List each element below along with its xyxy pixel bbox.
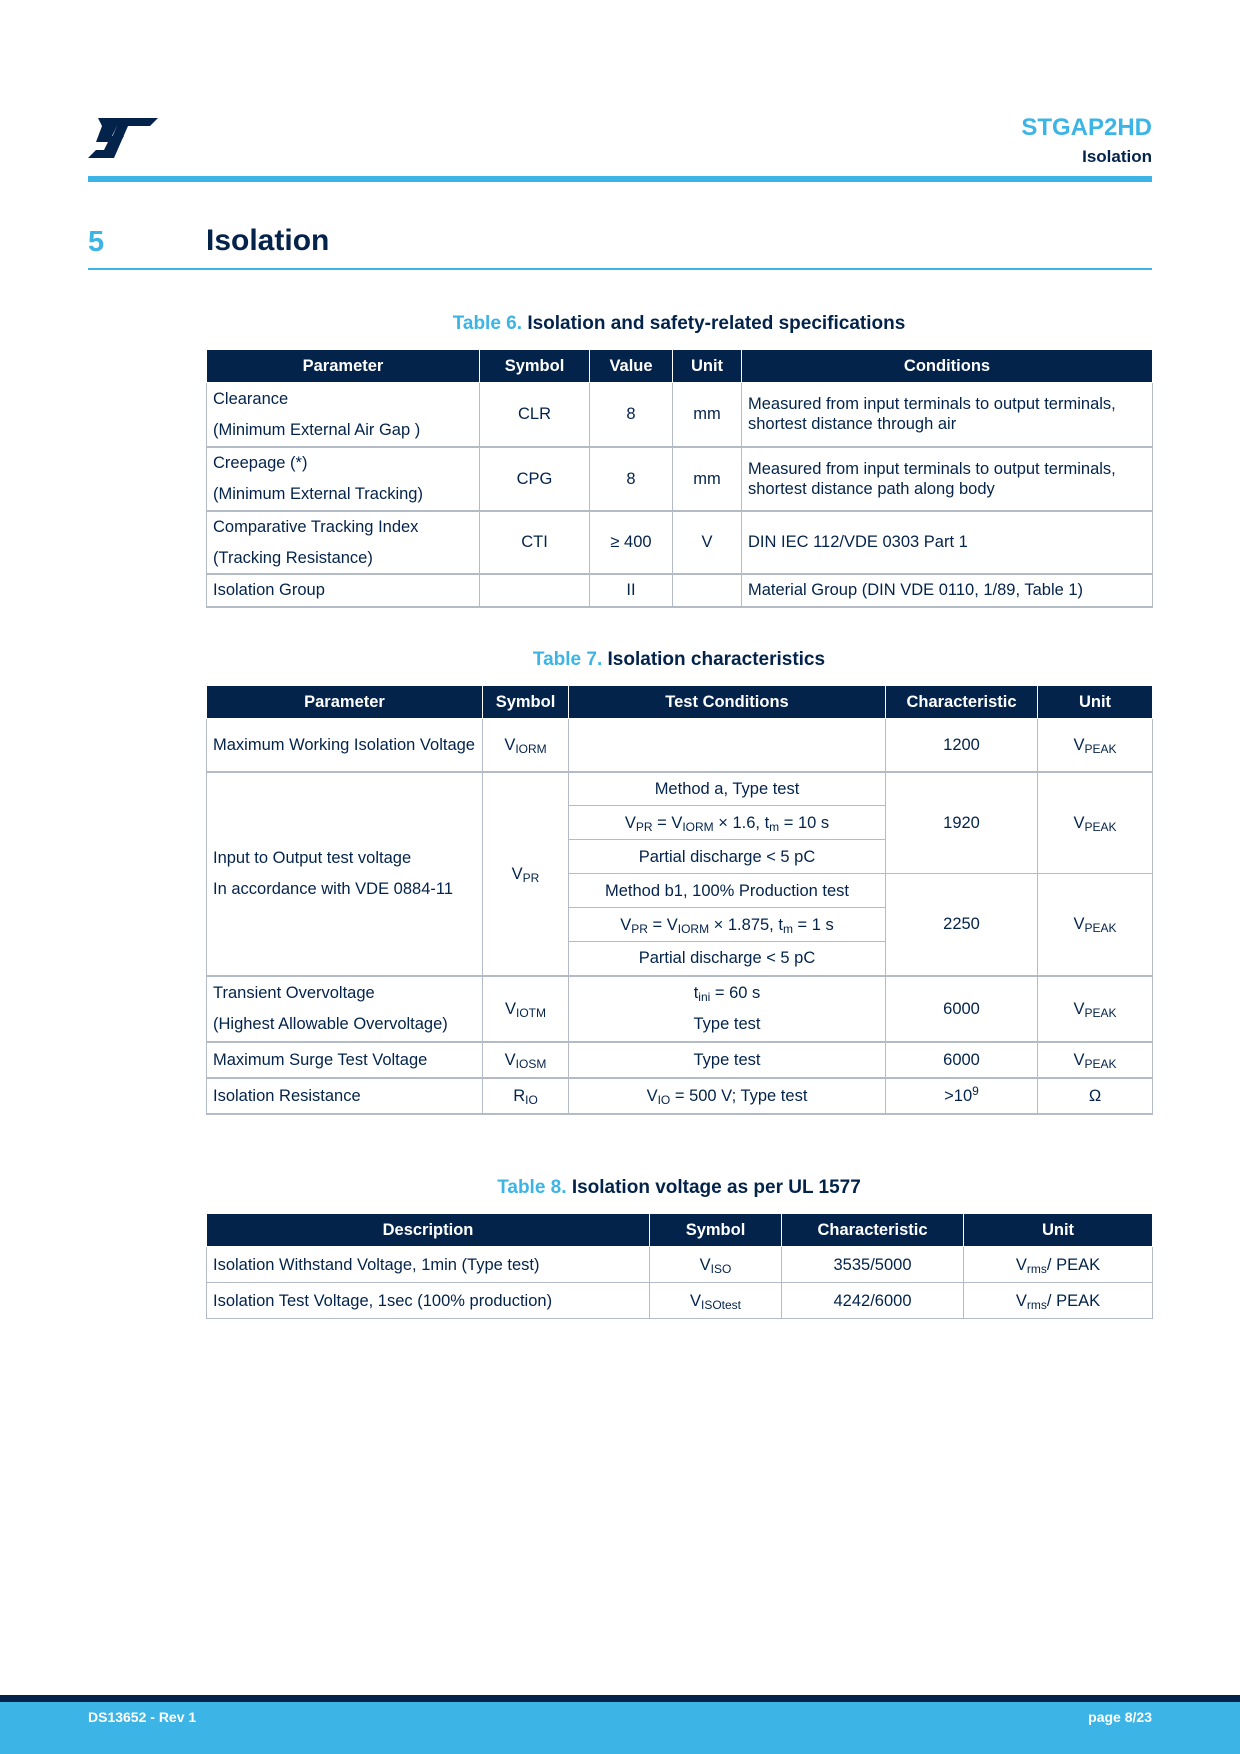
table7-symbol [483,772,569,976]
table7 [206,685,1153,1115]
symbol-subscript: IO [525,1092,538,1107]
table6-header: Parameter [207,350,480,383]
table6-header: Unit [673,350,742,383]
table-row [207,1247,1153,1283]
symbol-base: V [511,864,523,883]
table-row [207,719,1153,772]
unit-subscript: PEAK [1084,1005,1117,1020]
table-row [207,1078,1153,1114]
table-row [207,772,1153,806]
table6-header: Conditions [742,350,1153,383]
unit-base: V [1015,1291,1027,1310]
symbol-subscript: ISOtest [701,1297,742,1312]
unit-subscript: rms [1026,1261,1047,1276]
table7-unit [1038,976,1153,1042]
formula-subscript: ini [698,990,711,1004]
table8-header-row [207,1214,1153,1247]
table6-symbol: CTI [480,511,590,574]
unit-base: V [1073,999,1085,1018]
symbol-subscript: IOSM [515,1056,547,1071]
table6-symbol: CPG [480,447,590,511]
formula-subscript: IORM [677,921,710,936]
formula-part: V [646,1086,658,1105]
table7-conditions: Type test [569,1042,886,1078]
st-logo [88,118,158,158]
table8-symbol [650,1247,782,1283]
table6-symbol [480,574,590,607]
table8-characteristic: 3535/5000 [782,1247,964,1283]
table6-caption [206,313,1152,335]
table7-conditions [569,719,886,772]
table6-conditions: DIN IEC 112/VDE 0303 Part 1 [742,511,1153,574]
section-rule [88,268,1152,270]
formula-subscript: PR [631,921,648,936]
symbol-base: R [513,1086,526,1105]
unit-base: V [1073,735,1085,754]
table6-conditions: Measured from input terminals to output terminals, shortest distance path along body [742,447,1153,511]
table7-header: Characteristic [886,686,1038,719]
table8-description: Isolation Withstand Voltage, 1min (Type test) [207,1247,650,1283]
unit-base: V [1073,813,1085,832]
footer-page-number: page 8/23 [1088,1709,1152,1725]
formula-part: = 500 V; Type test [670,1086,808,1105]
table7-symbol [483,719,569,772]
table7-header: Symbol [483,686,569,719]
table7-conditions [569,976,886,1042]
table6-param [207,447,480,511]
table7-conditions: Partial discharge < 5 pC [569,942,886,976]
table7-characteristic: 2250 [886,874,1038,976]
table7-symbol [483,976,569,1042]
symbol-subscript: IORM [515,741,547,756]
condition-line: Type test [693,1015,761,1033]
symbol-base: V [699,1255,711,1274]
formula-part: V [620,915,632,934]
formula-subscript: IO [657,1092,671,1107]
table8-number: Table 8. [497,1177,567,1198]
symbol-subscript: ISO [710,1261,732,1276]
table8-header: Description [207,1214,650,1247]
table8-header: Unit [964,1214,1153,1247]
table7-characteristic: 6000 [886,1042,1038,1078]
formula-part: × 1.6, t [713,813,770,832]
table7-characteristic [886,1078,1038,1114]
table7-conditions [569,908,886,942]
formula-part: = 60 s [710,984,761,1002]
table7-symbol [483,1042,569,1078]
formula-part: V [624,813,636,832]
table6-symbol: CLR [480,383,590,447]
table6-header-row [207,350,1153,383]
table-row [207,574,1153,607]
char-exponent: 9 [972,1083,979,1098]
table7-unit [1038,719,1153,772]
formula-part: t [693,984,699,1002]
footer-doc-id: DS13652 - Rev 1 [88,1709,197,1725]
formula-subscript: PR [635,819,653,834]
symbol-base: V [504,1050,516,1069]
table7-param [207,772,483,976]
table6-param: Isolation Group [207,574,480,607]
table6-conditions: Measured from input terminals to output terminals, shortest distance through air [742,383,1153,447]
table-row [207,511,1153,574]
table6-value: 8 [590,447,673,511]
table7-number: Table 7. [532,649,603,670]
table7-caption [206,649,1152,671]
param-line: Transient Overvoltage [213,984,375,1002]
table6-title: Isolation and safety-related specifications [527,313,906,334]
table6-param [207,383,480,447]
param-line: In accordance with VDE 0884-11 [213,880,453,898]
formula-part: = V [647,915,678,934]
table8-unit [964,1247,1153,1283]
table7-conditions: Method b1, 100% Production test [569,874,886,908]
table7-param: Isolation Resistance [207,1078,483,1114]
table-row [207,976,1153,1042]
unit-rest: / PEAK [1046,1255,1101,1274]
unit-subscript: PEAK [1084,921,1117,936]
param-line: Input to Output test voltage [213,849,412,867]
formula-part: = 10 s [779,813,830,832]
table6-conditions: Material Group (DIN VDE 0110, 1/89, Table 1) [742,574,1153,607]
table6-unit: V [673,511,742,574]
header-section-name: Isolation [1082,147,1152,166]
table8-characteristic: 4242/6000 [782,1283,964,1319]
table7-unit [1038,772,1153,874]
unit-subscript: PEAK [1084,819,1117,834]
table7-unit [1038,874,1153,976]
symbol-subscript: PR [522,870,540,885]
symbol-base: V [689,1291,701,1310]
char-base: >10 [944,1086,973,1105]
param-line: (Tracking Resistance) [213,548,373,567]
symbol-subscript: IOTM [516,1005,546,1020]
table7-title: Isolation characteristics [607,649,826,670]
formula-subscript: IORM [682,819,714,834]
table6-value: ≥ 400 [590,511,673,574]
formula-subscript: m [782,921,793,936]
unit-base: V [1015,1255,1027,1274]
table7-header: Unit [1038,686,1153,719]
table6-header: Value [590,350,673,383]
symbol-base: V [504,735,516,754]
unit-subscript: PEAK [1084,741,1117,756]
unit-base: V [1073,915,1085,934]
formula-part: × 1.875, t [709,915,783,934]
table7-header-row [207,686,1153,719]
table6-header: Symbol [480,350,590,383]
table8 [206,1213,1153,1319]
table7-conditions [569,806,886,840]
table-row [207,1283,1153,1319]
param-line: Creepage (*) [213,454,308,472]
table7-characteristic: 1200 [886,719,1038,772]
table6-unit [673,574,742,607]
table7-param: Maximum Surge Test Voltage [207,1042,483,1078]
table6-param [207,511,480,574]
param-line: (Minimum External Air Gap ) [213,420,421,439]
table7-symbol [483,1078,569,1114]
table7-unit [1038,1042,1153,1078]
table8-header: Characteristic [782,1214,964,1247]
table8-symbol [650,1283,782,1319]
table6-unit: mm [673,383,742,447]
param-line: Comparative Tracking Index [213,517,419,536]
condition-line [575,983,879,1003]
header-product-name: STGAP2HD [1021,114,1152,141]
formula-part: = 1 s [792,915,834,934]
table6-value: 8 [590,383,673,447]
table8-title: Isolation voltage as per UL 1577 [571,1177,861,1198]
section-number: 5 [88,226,105,258]
table-row [207,447,1153,511]
table6-number: Table 6. [452,313,523,334]
unit-base: V [1073,1050,1085,1069]
unit-rest: / PEAK [1046,1291,1101,1310]
table8-header: Symbol [650,1214,782,1247]
footer-rule [0,1695,1240,1702]
table8-caption [206,1177,1152,1199]
table7-unit: Ω [1038,1078,1153,1114]
symbol-base: V [504,999,516,1018]
table-row [207,383,1153,447]
table-row [207,1042,1153,1078]
table7-conditions: Method a, Type test [569,772,886,806]
unit-subscript: rms [1026,1297,1047,1312]
formula-subscript: m [769,819,780,834]
table6 [206,349,1153,608]
table6-unit: mm [673,447,742,511]
param-line: Clearance [213,389,289,408]
table7-param [207,976,483,1042]
section-title: Isolation [206,224,330,257]
unit-subscript: PEAK [1084,1056,1117,1071]
table7-header: Test Conditions [569,686,886,719]
table8-description: Isolation Test Voltage, 1sec (100% production) [207,1283,650,1319]
table7-conditions [569,1078,886,1114]
param-line: (Highest Allowable Overvoltage) [213,1015,448,1033]
header-rule [88,176,1152,182]
table7-characteristic: 1920 [886,772,1038,874]
formula-part: = V [652,813,683,832]
table6-value: II [590,574,673,607]
param-line: (Minimum External Tracking) [213,485,423,503]
table8-unit [964,1283,1153,1319]
table7-conditions: Partial discharge < 5 pC [569,840,886,874]
table7-header: Parameter [207,686,483,719]
table7-characteristic: 6000 [886,976,1038,1042]
table7-param: Maximum Working Isolation Voltage [207,719,483,772]
